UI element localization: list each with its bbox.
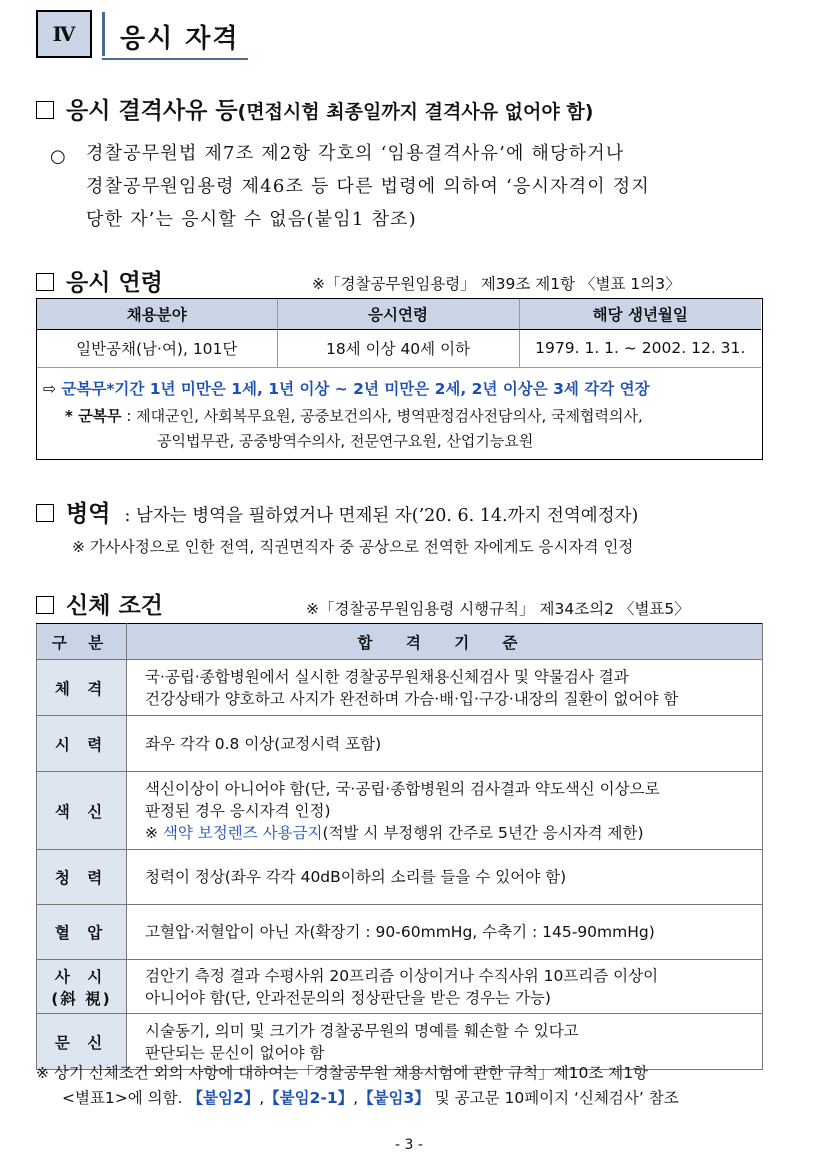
checkbox-icon xyxy=(36,596,54,614)
section-underline xyxy=(102,58,248,60)
table-row xyxy=(37,905,763,960)
military-note: ※ 가사사정으로 인한 전역, 직권면직자 중 공상으로 전역한 자에게도 응시자격 인정 xyxy=(72,538,634,556)
military-title: 병역 xyxy=(66,501,111,527)
age-heading xyxy=(36,264,163,297)
checkbox-icon xyxy=(36,273,54,291)
table-header-cell: 채용분야 xyxy=(37,299,277,329)
footnote-label: * 군복무 xyxy=(65,407,122,425)
disqualification-line-2: 경찰공무원임용령 제46조 등 다른 법령에 의하여 ‘응시자격이 정지 xyxy=(86,176,650,197)
age-box xyxy=(36,298,763,460)
row-label: 시 력 xyxy=(37,716,127,772)
attachment-link[interactable]: 【붙임2】 xyxy=(187,1089,260,1107)
row-content xyxy=(127,716,763,772)
table-row xyxy=(37,716,763,772)
lens-warning-highlight: 색약 보정렌즈 사용금지 xyxy=(162,823,323,842)
age-reference: ※「경찰공무원임용령」 제39조 제1항 〈별표 1의3〉 xyxy=(312,275,681,293)
section-title: 응시 자격 xyxy=(120,24,240,54)
table-row xyxy=(37,772,763,850)
table-row xyxy=(37,850,763,905)
footer-text: <별표1>에 의함. xyxy=(62,1089,183,1107)
age-title: 응시 연령 xyxy=(66,270,163,296)
table-header-cell: 해당 생년월일 xyxy=(519,299,761,329)
content-line: 시술동기, 의미 및 크기가 경찰공무원의 명예를 훼손할 수 있다고 xyxy=(145,1021,579,1040)
row-label: 체 격 xyxy=(37,660,127,716)
attachment-link[interactable]: 【붙임3】 xyxy=(358,1089,430,1107)
military-footnote-line-1 xyxy=(65,405,643,426)
body-conditions-table xyxy=(36,623,763,1070)
section-header xyxy=(36,10,248,60)
content-line: 색신이상이 아니어야 함(단, 국·공립·종합병원의 검사결과 약도색신 이상으로 xyxy=(145,779,660,798)
body-reference: ※「경찰공무원임용령 시행규칙」 제34조의2 〈별표5〉 xyxy=(306,600,690,618)
footnote-text: : 제대군인, 사회복무요원, 공중보건의사, 병역판정검사전담의사, 국제협력의사, xyxy=(126,407,643,425)
body-title: 신체 조건 xyxy=(66,593,163,619)
footer-text: 및 공고문 10페이지 ‘신체검사’ 참조 xyxy=(434,1089,679,1107)
row-content xyxy=(127,850,763,905)
row-label-hanja: (斜 視) xyxy=(51,989,112,1008)
content-line: 판정된 경우 응시자격 인정) xyxy=(145,801,331,820)
section-number: Ⅳ xyxy=(52,22,76,46)
arrow-icon: ⇨ xyxy=(43,380,56,398)
page-number: - 3 - xyxy=(395,1137,423,1153)
lens-warning-text: (적발 시 부정행위 간주로 5년간 응시자격 제한) xyxy=(322,823,644,842)
body-footer-line-1: ※ 상기 신체조건 외의 사항에 대하여는「경찰공무원 채용시험에 관한 규칙」제10조 제1항 xyxy=(36,1064,649,1082)
military-extension-note xyxy=(43,377,650,399)
row-label: 색 신 xyxy=(37,772,127,850)
row-label: 혈 압 xyxy=(37,905,127,960)
row-label: 문 신 xyxy=(37,1014,127,1070)
table-row xyxy=(37,660,763,716)
military-text: : 남자는 병역을 필하였거나 면제된 자(’20. 6. 14.까지 전역예정자) xyxy=(124,506,639,526)
table-cell: 일반공채(남·여), 101단 xyxy=(37,329,277,367)
content-line: 국·공립·종합병원에서 실시한 경찰공무원채용신체검사 및 약물검사 결과 xyxy=(145,667,629,686)
disqualification-line-1: 경찰공무원법 제7조 제2항 각호의 ‘임용결격사유’에 해당하거나 xyxy=(86,143,625,164)
table-header-cell: 합 격 기 준 xyxy=(127,624,763,660)
row-label xyxy=(37,960,127,1014)
body-table-header xyxy=(37,624,763,660)
disqualification-line-3: 당한 자’는 응시할 수 없음(붙임1 참조) xyxy=(86,209,417,230)
military-extension-text: 군복무*기간 1년 미만은 1세, 1년 이상 ~ 2년 미만은 2세, 2년 이상은 3세 각각 연장 xyxy=(61,380,650,398)
section-bar xyxy=(102,12,105,56)
checkbox-icon xyxy=(36,101,54,119)
content-line: 건강상태가 양호하고 사지가 완전하며 가슴·배·입·구강·내장의 질환이 없어야 함 xyxy=(145,689,679,708)
row-label: 청 력 xyxy=(37,850,127,905)
checkbox-icon xyxy=(36,504,54,522)
note-prefix: ※ xyxy=(145,823,163,842)
table-header-cell: 응시연령 xyxy=(277,299,519,329)
content-line: 검안기 측정 결과 수평사위 20프리즘 이상이거나 수직사위 10프리즘 이상이 xyxy=(145,966,659,985)
table-cell: 1979. 1. 1. ~ 2002. 12. 31. xyxy=(519,329,761,367)
content-line: 좌우 각각 0.8 이상(교정시력 포함) xyxy=(145,734,382,753)
military-footnote-line-2: 공익법무관, 공중방역수의사, 전문연구요원, 산업기능요원 xyxy=(157,432,534,450)
body-heading xyxy=(36,587,163,620)
disqualification-subtitle: (면접시험 최종일까지 결격사유 없어야 함) xyxy=(237,101,594,123)
row-content xyxy=(127,905,763,960)
content-line: 고혈압·저혈압이 아닌 자(확장기 : 90-60mmHg, 수축기 : 145-90mmHg) xyxy=(145,923,655,941)
table-header-cell: 구 분 xyxy=(37,624,127,660)
disqualification-heading xyxy=(36,92,593,125)
table-row xyxy=(37,960,763,1014)
row-label-line: 사 시 xyxy=(54,967,109,986)
content-line: 아니어야 함(단, 안과전문의의 정상판단을 받은 경우는 가능) xyxy=(145,988,551,1007)
content-line: 청력이 정상(좌우 각각 40dB이하의 소리를 들을 수 있어야 함) xyxy=(145,868,567,886)
section-number-box xyxy=(36,10,92,58)
age-table-header xyxy=(37,299,761,329)
table-row xyxy=(37,329,761,367)
attachment-link[interactable]: 【붙임2-1】 xyxy=(264,1089,354,1107)
military-heading xyxy=(36,495,638,528)
circle-bullet-icon: ○ xyxy=(50,146,66,167)
lens-warning xyxy=(145,822,754,844)
table-cell: 18세 이상 40세 이하 xyxy=(277,329,519,367)
age-table xyxy=(37,299,761,368)
row-content xyxy=(127,772,763,850)
row-content xyxy=(127,960,763,1014)
content-line: 판단되는 문신이 없어야 함 xyxy=(145,1043,325,1062)
body-footer-line-2: <별표1>에 의함. 【붙임2】,【붙임2-1】,【붙임3】 및 공고문 10페이지 ‘신체검사’ 참조 xyxy=(62,1089,679,1107)
row-content xyxy=(127,660,763,716)
disqualification-title: 응시 결격사유 등 xyxy=(66,98,238,124)
